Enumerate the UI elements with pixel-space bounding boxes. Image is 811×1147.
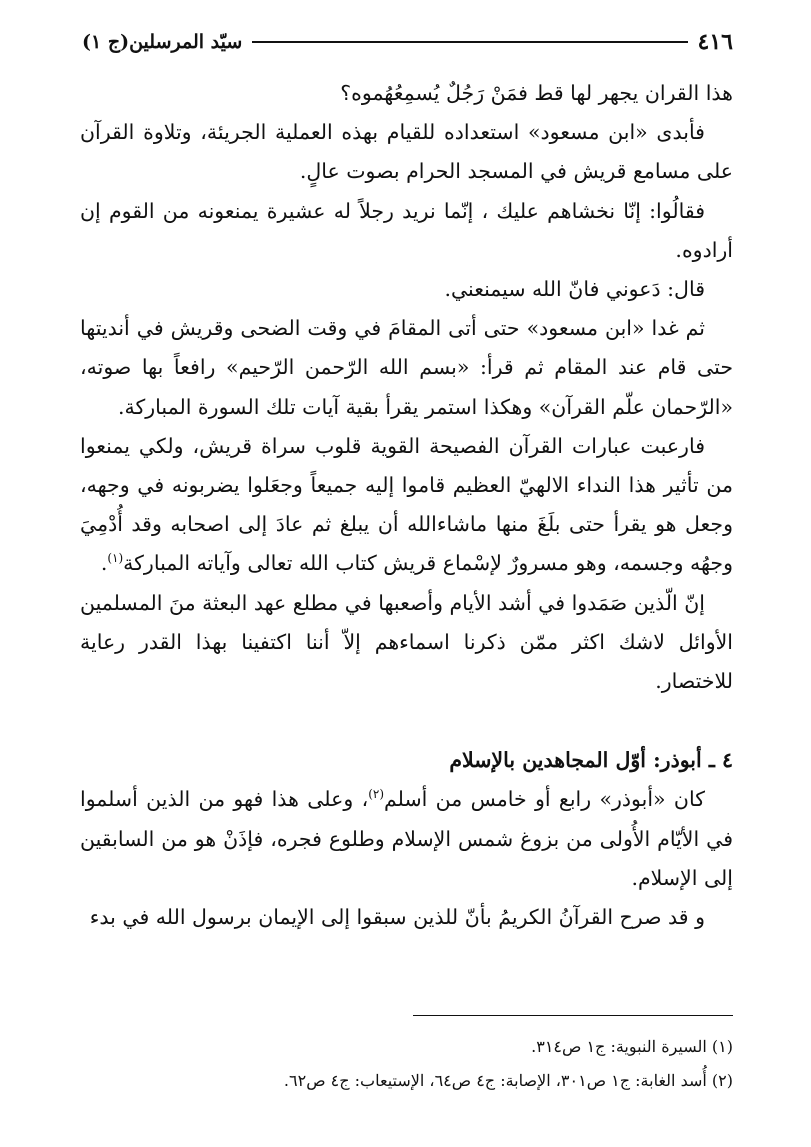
paragraph: هذا القران يجهر لها قط فمَنْ رَجُلٌ يُسمِعُهُموه؟ [340,81,733,105]
book-title: سيّد المرسلين(ج ١) [82,31,243,53]
footnote-ref-1: (١) [107,551,124,566]
footnotes [80,1030,733,1098]
paragraph-text: ، وعلى هذا فهو من الذين أسلموا في الأيّام الأُولى من بزوغ شمس الإسلام وطلوع فجره، فإذَنْ هو من السابقين إلى الإسلام. [80,787,733,890]
paragraph: فقالُوا: إنّا نخشاهم عليك ، إنّما نريد رجلاً له عشيرة يمنعونه من القوم إن أرادوه. [80,198,733,262]
paragraph: إنّ الّذين صَمَدوا في أشد الأيام وأصعبها في مطلع عهد البعثة منَ المسلمين الأوائل لاشك اكثر ممّن ذكرنا اسماءهم إلاّ أننا اكتفينا بهذا القدر رعاية للاختصار. [79,590,733,694]
footnote-rule [413,1015,733,1016]
paragraph: و قد صرح القرآنُ الكريمُ بأنّ للذين سبقوا إلى الإيمان برسول الله في بدء [89,905,705,930]
paragraph [80,427,733,584]
footnote-ref-2: (٢) [368,787,385,802]
section-gap [80,701,733,741]
body-text [80,74,733,937]
footnote-1: (١) السيرة النبوية: ج١ ص٣١٤. [531,1037,733,1056]
paragraph-text: كان «أبوذر» رابع أو خامس من أسلم [384,787,705,812]
page-header [82,26,733,58]
paragraph: قال: دَعوني فانّ الله سيمنعني. [444,277,705,302]
paragraph-text: فارعبت عبارات القرآن الفصيحة القوية قلوب سراة قريش، ولكي يمنعوا من تأثير هذا النداء الالهيّ العظيم قاموا إليه جميعاً وجعَلوا يضربونه في وجهه، وجعل هو يقرأ حتى بلَغَ منها ماشاءالله أن يبلغ ثم عادَ إلى اصحابه وقد أُدْمِيَ وجهُه وجسمه، وهو مسرورٌ لإسْماع قريش كتاب الله تعالى وآياته المباركة [80,433,733,576]
paragraph-end: . [100,551,108,576]
paragraph: ثم غدا «ابن مسعود» حتى أتى المقامَ في وقت الضحى وقريش في أنديتها حتى قام عند المقام ثم قرأ: «بسم الله الرّحمن الرّحيم» رافعاً بها صوته، «الرّحمان علّم القرآن» وهكذا استمر يقرأ بقية آيات تلك السورة المباركة. [80,316,733,419]
header-rule [252,41,687,43]
footnote-2: (٢) أُسد الغابة: ج١ ص٣٠١، الإصابة: ج٤ ص٦٤، الإستيعاب: ج٤ ص٦٢. [283,1071,733,1090]
section-heading: ٤ ـ أبوذر: أوّل المجاهدين بالإسلام [449,748,733,773]
paragraph [80,780,733,898]
paragraph: فأبدى «ابن مسعود» استعداده للقيام بهذه العملية الجريئة، وتلاوة القرآن على مسامع قريش في المسجد الحرام بصوت عالٍ. [80,120,733,184]
page-number: ٤١٦ [697,29,733,55]
